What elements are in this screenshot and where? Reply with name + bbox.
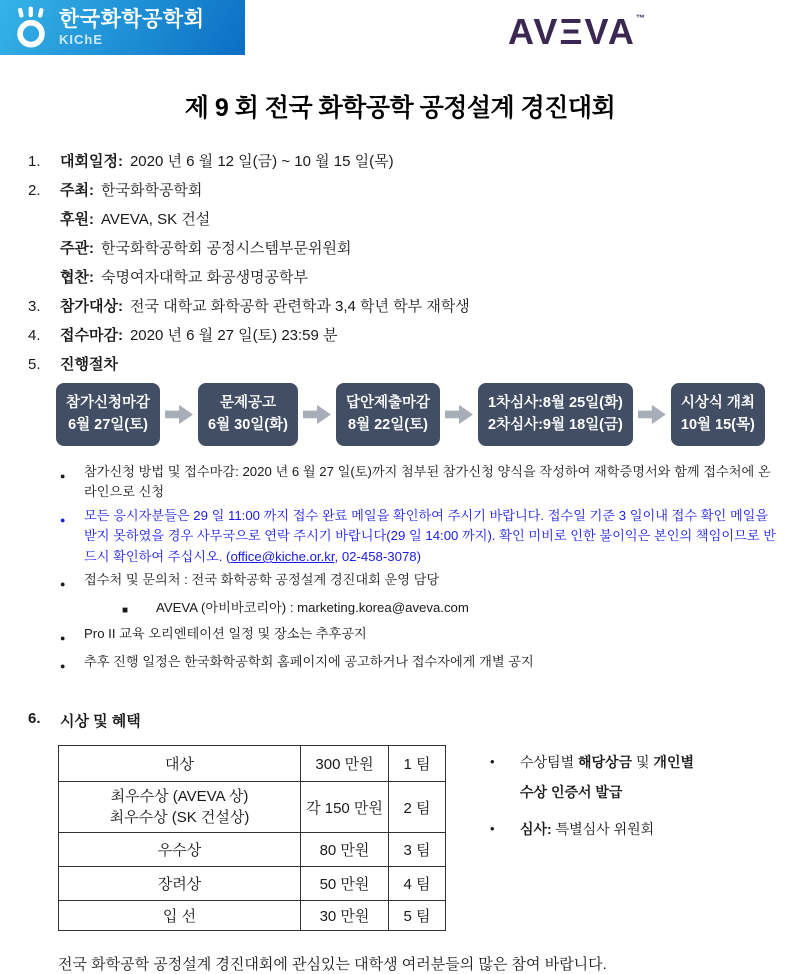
item-text: AVEVA, SK 건설 — [100, 211, 211, 228]
note-contact-aveva — [122, 598, 776, 622]
award-name-cell: 장려상 — [59, 867, 301, 901]
item-label: 주최: — [60, 182, 94, 199]
item-number: 1. — [28, 153, 41, 170]
award-name-cell: 우수상 — [59, 833, 301, 867]
bullet-icon: • — [490, 754, 495, 770]
flow-step-judging — [478, 383, 633, 446]
bullet-icon: • — [490, 820, 495, 836]
item-text: 2020 년 6 월 27 일(토) 23:59 분 — [129, 327, 338, 344]
side-note-text — [520, 818, 654, 841]
kiche-flask-icon — [12, 6, 50, 50]
side-note-bold: 개인별 — [653, 754, 694, 771]
item-text: 한국화학공학회 — [100, 182, 203, 199]
award-prize-cell: 50 만원 — [301, 867, 389, 901]
item-number — [28, 238, 60, 259]
item-number — [28, 267, 60, 288]
aveva-tm-mark: ™ — [635, 13, 645, 23]
table-row — [59, 782, 446, 833]
kiche-abbr: KIChE — [59, 32, 103, 47]
flow-step-registration-deadline — [56, 383, 160, 446]
awards-side-notes — [490, 745, 770, 931]
info-item-organizer — [28, 238, 800, 259]
item-number: 6. — [28, 710, 41, 728]
flow-step-line2: 6월 30일(화) — [208, 417, 288, 434]
flow-step-line2: 2차심사:9월 18일(금) — [488, 417, 623, 434]
side-note-line2: 수상 인증서 발급 — [520, 783, 623, 800]
note-proii-training — [60, 624, 776, 649]
flow-step-submission-deadline — [336, 383, 440, 446]
award-prize-cell: 300 만원 — [301, 746, 389, 782]
table-row — [59, 746, 446, 782]
item-number: 2. — [28, 182, 41, 199]
flow-step-line2: 6월 27일(토) — [68, 417, 148, 434]
aveva-wordmark: AVΞVA — [508, 11, 636, 52]
note-confirmation-warning — [60, 506, 776, 568]
awards-area — [58, 745, 800, 931]
info-item-sponsor — [28, 209, 800, 230]
arrow-right-icon — [303, 402, 331, 426]
bullet-icon: ● — [60, 633, 66, 644]
award-teams-cell: 1 팀 — [389, 746, 446, 782]
aveva-logo — [508, 11, 645, 52]
arrow-right-icon — [165, 402, 193, 426]
table-row — [59, 901, 446, 931]
info-item-host — [28, 180, 800, 201]
item-label: 접수마감: — [60, 327, 123, 344]
flow-step-problem-announcement — [198, 383, 298, 446]
process-flowchart — [56, 383, 800, 446]
info-item-support — [28, 267, 800, 288]
item-number — [28, 209, 60, 230]
item-label: 진행절차 — [60, 356, 118, 373]
award-teams-cell: 4 팀 — [389, 867, 446, 901]
note-text-pre: 모든 응시자분들은 29 일 11:00 까지 접수 완료 메일을 확인하여 주시기 바랍니다. 접수일 기준 3 일이내 접수 확인 메일을 받지 못하였을 경우 사무국으로 연락 주시기 바랍니다(29 일 14:00 까지). 확인 미비로 인한 불이익은 본인의 책임이므로 반드시 확인하여 주십시오. ( — [84, 507, 776, 564]
item-label: 협찬: — [60, 269, 94, 286]
page-title: 제 9 회 전국 화학공학 공정설계 경진대회 — [184, 94, 616, 122]
flow-step-line1: 답안제출마감 — [345, 395, 430, 411]
kiche-email-link[interactable]: office@kiche.or.kr — [230, 548, 335, 564]
side-note-part: 특별심사 위원회 — [551, 820, 655, 837]
closing-message: 전국 화학공학 공정설계 경진대회에 관심있는 대학생 여러분들의 많은 참여 바랍니다. — [58, 956, 607, 974]
arrow-right-icon — [638, 402, 666, 426]
flow-step-line1: 문제공고 — [219, 395, 277, 411]
item-label: 주관: — [60, 240, 94, 257]
item-text: 숙명여자대학교 화공생명공학부 — [100, 269, 309, 286]
item-text: 2020 년 6 월 12 일(금) ~ 10 월 15 일(목) — [129, 153, 394, 170]
side-note-text — [520, 751, 694, 803]
award-teams-cell: 2 팀 — [389, 782, 446, 833]
side-note-part: 및 — [632, 754, 654, 771]
item-text: 한국화학공학회 공정시스템부문위원회 — [100, 240, 352, 257]
flow-step-line1: 참가신청마감 — [66, 395, 151, 411]
info-list — [28, 151, 800, 375]
flow-step-award-ceremony — [671, 383, 765, 446]
side-note-prize-certificate — [490, 751, 770, 803]
table-row — [59, 833, 446, 867]
award-teams-cell: 5 팀 — [389, 901, 446, 931]
award-name-cell: 입 선 — [59, 901, 301, 931]
note-application-method — [60, 462, 776, 503]
info-item-procedure — [28, 354, 800, 375]
square-bullet-icon: ■ — [122, 604, 129, 616]
awards-heading-label: 시상 및 혜택 — [60, 713, 141, 731]
item-number: 3. — [28, 298, 41, 315]
note-text: AVEVA (아비바코리아) : marketing.korea@aveva.com — [156, 599, 469, 615]
notes-list — [60, 462, 776, 677]
item-number: 4. — [28, 327, 41, 344]
header — [0, 0, 800, 55]
note-text: Pro II 교육 오리엔테이션 일정 및 장소는 추후공지 — [84, 626, 367, 642]
info-item-eligibility — [28, 296, 800, 317]
note-text: 추후 진행 일정은 한국화학공학회 홈페이지에 공고하거나 접수자에게 개별 공지 — [84, 653, 534, 669]
bullet-icon: ● — [60, 660, 66, 671]
side-note-bold: 심사: — [520, 820, 552, 837]
note-text: 접수처 및 문의처 : 전국 화학공학 공정설계 경진대회 운영 담당 — [84, 572, 440, 588]
side-note-part: 수상팀별 — [520, 754, 578, 771]
flow-step-line1: 시상식 개최 — [680, 395, 755, 411]
award-prize-cell: 30 만원 — [301, 901, 389, 931]
bullet-icon: ● — [60, 514, 66, 525]
note-text — [84, 506, 776, 568]
kiche-org-name: 한국화학공학회 — [59, 8, 205, 31]
bullet-icon: ● — [60, 470, 66, 481]
note-contact — [60, 570, 776, 595]
flow-step-line2: 10월 15(목) — [680, 417, 755, 434]
table-row — [59, 867, 446, 901]
note-further-schedule — [60, 652, 776, 677]
award-name-cell: 대상 — [59, 746, 301, 782]
flow-step-line1: 1차심사:8월 25일(화) — [488, 395, 623, 411]
kiche-logo-text — [59, 9, 205, 46]
kiche-logo — [0, 0, 245, 55]
side-note-bold: 해당상금 — [578, 754, 633, 771]
flow-step-line2: 8월 22일(토) — [348, 417, 428, 434]
award-teams-cell: 3 팀 — [389, 833, 446, 867]
item-label: 후원: — [60, 211, 94, 228]
note-text-post: , 02-458-3078) — [334, 548, 422, 564]
side-note-judging — [490, 818, 770, 841]
award-name-line2: 최우수상 (SK 건설상) — [109, 809, 250, 827]
note-text: 참가신청 방법 및 접수마감: 2020 년 6 월 27 일(토)까지 첨부된 참가신청 양식을 작성하여 재학증명서와 함께 접수처에 온라인으로 신청 — [84, 463, 771, 500]
info-item-deadline — [28, 325, 800, 346]
item-label: 대회일정: — [60, 153, 123, 170]
item-label: 참가대상: — [60, 298, 123, 315]
item-text: 전국 대학교 화학공학 관련학과 3,4 학년 학부 재학생 — [129, 298, 470, 315]
arrow-right-icon — [445, 402, 473, 426]
award-name-line1: 최우수상 (AVEVA 상) — [110, 788, 249, 806]
award-name-cell — [59, 782, 301, 833]
award-prize-cell: 각 150 만원 — [301, 782, 389, 833]
award-prize-cell: 80 만원 — [301, 833, 389, 867]
awards-table — [58, 745, 446, 931]
item-number: 5. — [28, 356, 41, 373]
info-item-schedule — [28, 151, 800, 172]
bullet-icon: ● — [60, 579, 66, 590]
awards-section-heading — [28, 710, 800, 731]
